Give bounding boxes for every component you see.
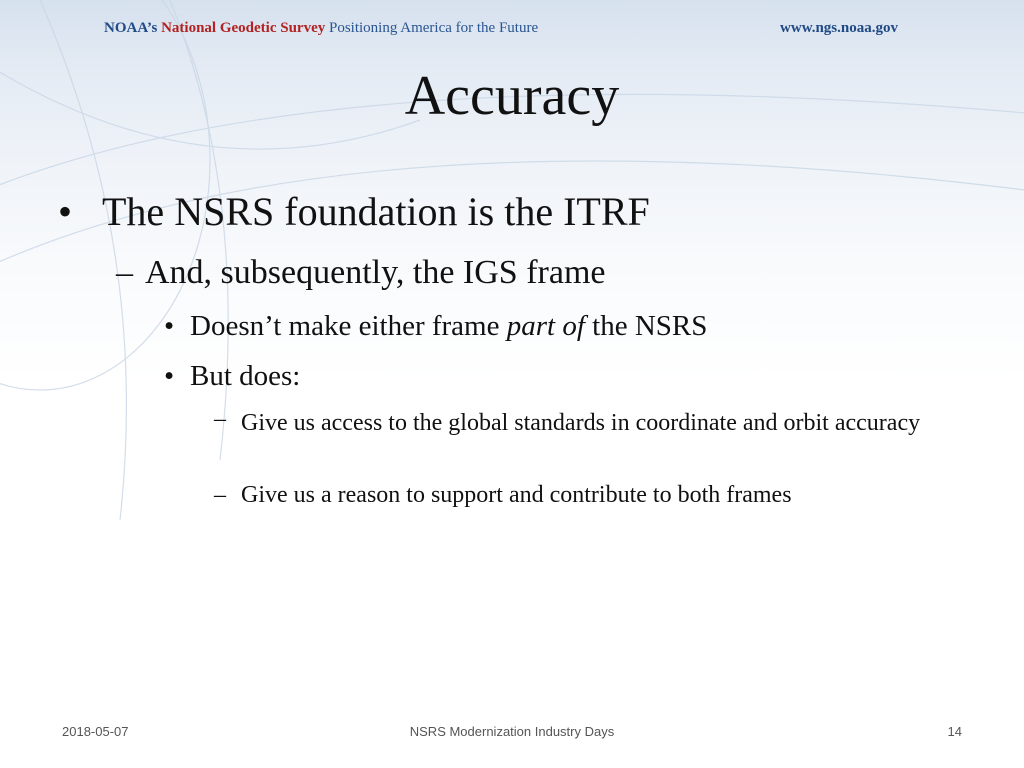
bullet-marker: •	[164, 310, 175, 342]
bullet-marker: •	[58, 189, 73, 234]
text-emphasis: part of	[506, 310, 585, 342]
footer-event-name: NSRS Modernization Industry Days	[409, 724, 615, 739]
text-plain: the NSRS	[584, 310, 708, 342]
header-tagline: Positioning America for the Future	[328, 20, 539, 36]
dash-marker: –	[214, 482, 226, 508]
header-url-link[interactable]: www.ngs.noaa.gov	[780, 20, 898, 36]
footer-date: 2018-05-07	[62, 724, 129, 739]
footer-page-number: 14	[947, 724, 962, 739]
header-survey-name: National Geodetic Survey	[161, 20, 326, 36]
header-bar	[104, 20, 898, 42]
slide-title: Accuracy	[404, 65, 620, 127]
bullet-text: Give us a reason to support and contribute to both frames	[241, 482, 792, 508]
header-org: NOAA’s	[104, 20, 158, 36]
bullet-text: The NSRS foundation is the ITRF	[102, 189, 650, 234]
bullet-text: And, subsequently, the IGS frame	[145, 254, 606, 291]
bullet-marker: •	[164, 360, 175, 392]
bullet-text: But does:	[190, 360, 301, 392]
dash-marker: –	[116, 254, 133, 291]
bullet-level4	[214, 406, 974, 440]
bullet-text: Give us access to the global standards in coordinate and orbit accuracy	[241, 410, 921, 436]
bullet-text	[190, 310, 707, 343]
dash-marker: –	[214, 406, 226, 432]
text-plain: Doesn’t make either frame	[190, 310, 507, 342]
